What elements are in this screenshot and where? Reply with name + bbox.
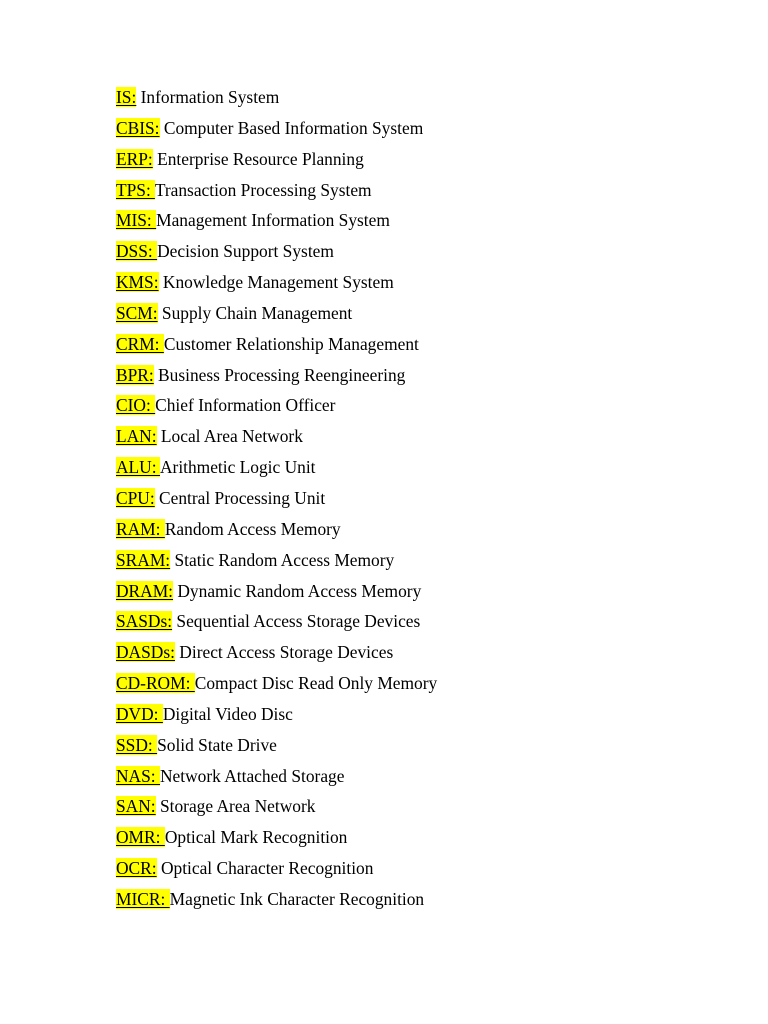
expansion: Supply Chain Management [157, 302, 353, 323]
expansion: Digital Video Disc [162, 703, 293, 724]
abbreviation: NAS: [116, 765, 160, 786]
expansion: Knowledge Management System [158, 272, 394, 293]
abbreviation: SCM: [116, 302, 158, 323]
abbreviation: DVD: [116, 703, 163, 724]
expansion: Transaction Processing System [154, 179, 372, 200]
list-item [116, 146, 437, 177]
expansion: Storage Area Network [155, 796, 316, 817]
expansion: Sequential Access Storage Devices [172, 611, 421, 632]
abbreviation: CRM: [116, 333, 164, 354]
expansion: Solid State Drive [157, 734, 277, 755]
list-item [116, 207, 437, 238]
expansion: Magnetic Ink Character Recognition [169, 888, 425, 909]
expansion: Chief Information Officer [155, 395, 336, 416]
list-item [116, 362, 437, 393]
list-item [116, 454, 437, 485]
expansion: Information System [136, 87, 280, 107]
abbreviation: CPU: [116, 487, 155, 508]
list-item [116, 177, 437, 208]
list-item [116, 238, 437, 269]
expansion: Random Access Memory [164, 518, 341, 539]
abbreviation: SAN: [116, 796, 156, 817]
abbreviation: RAM: [116, 518, 165, 539]
list-item [116, 824, 437, 855]
abbreviation: SASDs: [116, 611, 173, 632]
list-item [116, 732, 437, 763]
abbreviation: CIO: [116, 395, 156, 416]
expansion: Optical Mark Recognition [164, 827, 348, 848]
list-item [116, 855, 437, 886]
expansion: Central Processing Unit [154, 487, 326, 508]
list-item [116, 639, 437, 670]
abbreviation: CBIS: [116, 117, 160, 138]
list-item [116, 392, 437, 423]
expansion: Static Random Access Memory [170, 549, 395, 570]
list-item [116, 300, 437, 331]
abbreviation: BPR: [116, 364, 154, 385]
abbreviation: IS: [116, 87, 137, 107]
list-item [116, 670, 437, 701]
list-item [116, 608, 437, 639]
expansion: Dynamic Random Access Memory [173, 580, 422, 601]
abbreviation: OMR: [116, 827, 165, 848]
expansion: Customer Relationship Management [163, 333, 419, 354]
expansion: Direct Access Storage Devices [174, 642, 394, 663]
expansion: Management Information System [156, 210, 390, 231]
expansion: Compact Disc Read Only Memory [194, 673, 438, 694]
abbreviation: DSS: [116, 241, 158, 262]
abbreviation: DASDs: [116, 642, 175, 663]
list-item [116, 886, 437, 917]
expansion: Arithmetic Logic Unit [159, 457, 316, 478]
list-item [116, 516, 437, 547]
list-item [116, 578, 437, 609]
abbreviation: SRAM: [116, 549, 171, 570]
abbreviation-list [116, 84, 437, 917]
list-item [116, 485, 437, 516]
list-item [116, 84, 437, 115]
list-item [116, 115, 437, 146]
expansion: Enterprise Resource Planning [152, 148, 364, 169]
abbreviation: MICR: [116, 888, 170, 909]
abbreviation: ERP: [116, 148, 153, 169]
expansion: Local Area Network [156, 426, 303, 447]
list-item [116, 423, 437, 454]
list-item [116, 701, 437, 732]
expansion: Optical Character Recognition [156, 858, 374, 879]
list-item [116, 269, 437, 300]
expansion: Business Processing Reengineering [153, 364, 406, 385]
abbreviation: ALU: [116, 457, 160, 478]
list-item [116, 763, 437, 794]
abbreviation: SSD: [116, 734, 158, 755]
abbreviation: MIS: [116, 210, 157, 231]
expansion: Network Attached Storage [159, 765, 345, 786]
list-item [116, 793, 437, 824]
expansion: Decision Support System [157, 241, 334, 262]
abbreviation: LAN: [116, 426, 157, 447]
abbreviation: CD-ROM: [116, 673, 195, 694]
list-item [116, 331, 437, 362]
abbreviation: TPS: [116, 179, 155, 200]
expansion: Computer Based Information System [159, 117, 424, 138]
abbreviation: OCR: [116, 858, 157, 879]
abbreviation: KMS: [116, 272, 159, 293]
list-item [116, 547, 437, 578]
abbreviation: DRAM: [116, 580, 174, 601]
